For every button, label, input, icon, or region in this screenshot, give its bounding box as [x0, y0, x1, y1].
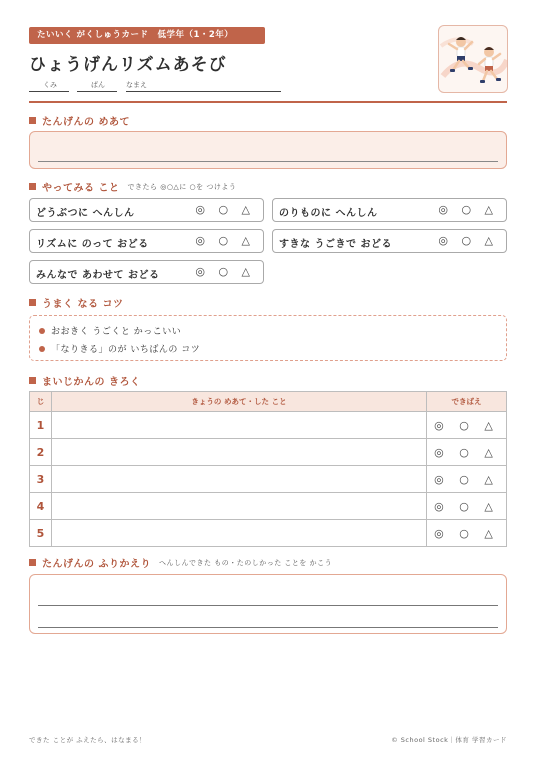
- rating-marks[interactable]: ◎ ○ △: [438, 234, 498, 247]
- class-field[interactable]: [29, 80, 69, 92]
- activity-item: [29, 198, 264, 222]
- reflection-input-box[interactable]: [29, 574, 507, 634]
- rating-marks[interactable]: ◎ ○ △: [195, 203, 255, 216]
- activity-item: [29, 260, 264, 284]
- square-bullet-icon: [29, 117, 36, 124]
- name-field[interactable]: [126, 80, 281, 92]
- class-label: くみ: [43, 81, 57, 89]
- col-header-goal: きょうの めあて・した こと: [52, 392, 427, 412]
- square-bullet-icon: [29, 559, 36, 566]
- reflection-heading-text: たんげんの ふりかえり: [42, 559, 151, 570]
- table-row: [30, 466, 507, 493]
- goal-heading: [29, 113, 130, 128]
- rating-marks[interactable]: ◎ ○ △: [438, 203, 498, 216]
- session-log-table: [29, 391, 507, 547]
- footer-credit: © School Stock｜体育 学習カード: [391, 736, 507, 744]
- session-number: 2: [30, 439, 52, 466]
- goal-cell[interactable]: [52, 412, 427, 439]
- rating-marks[interactable]: ◎ ○ △: [195, 234, 255, 247]
- table-row: [30, 493, 507, 520]
- tips-heading: [29, 295, 123, 310]
- dot-bullet-icon: [39, 346, 45, 352]
- log-heading: [29, 373, 140, 388]
- session-number: 4: [30, 493, 52, 520]
- goal-heading-text: たんげんの めあて: [42, 117, 130, 128]
- reflection-write-line: [38, 627, 498, 628]
- reflection-note: へんしんできた もの・たのしかった ことを かこう: [158, 558, 333, 567]
- rating-marks[interactable]: ◎ ○ △: [427, 466, 507, 493]
- rating-marks[interactable]: ◎ ○ △: [427, 520, 507, 547]
- table-row: [30, 412, 507, 439]
- log-heading-text: まいじかんの きろく: [42, 377, 141, 388]
- grade-badge: たいいく がくしゅうカード 低学年（1・2年）: [29, 27, 265, 44]
- activity-label: リズムに のって おどる: [36, 239, 149, 250]
- page-title: ひょうげんリズムあそび: [29, 55, 227, 75]
- square-bullet-icon: [29, 377, 36, 384]
- goal-cell[interactable]: [52, 439, 427, 466]
- activity-item: [29, 229, 264, 253]
- tip-text: おおきく うごくと かっこいい: [51, 327, 182, 337]
- activity-label: のりものに へんしん: [279, 208, 378, 219]
- session-number: 5: [30, 520, 52, 547]
- square-bullet-icon: [29, 183, 36, 190]
- square-bullet-icon: [29, 299, 36, 306]
- reflection-write-line: [38, 605, 498, 606]
- activities-heading-text: やってみる こと: [42, 183, 120, 194]
- tip-item: [39, 324, 181, 337]
- activity-item: [272, 198, 507, 222]
- goal-cell[interactable]: [52, 520, 427, 547]
- footer-message: できた ことが ふえたら、はなまる！: [29, 736, 147, 744]
- activity-item: [272, 229, 507, 253]
- col-header-session: じ: [30, 392, 52, 412]
- rating-marks[interactable]: ◎ ○ △: [427, 439, 507, 466]
- header-divider: [29, 101, 507, 103]
- session-number: 1: [30, 412, 52, 439]
- name-label: なまえ: [126, 81, 147, 89]
- activities-note: できたら ◎○△に ○を つけよう: [127, 182, 237, 191]
- dot-bullet-icon: [39, 328, 45, 334]
- tip-text: 「なりきる」のが いちばんの コツ: [51, 345, 201, 355]
- reflection-heading: [29, 555, 332, 570]
- table-row: [30, 520, 507, 547]
- activity-label: どうぶつに へんしん: [36, 208, 135, 219]
- col-header-rating: できばえ: [427, 392, 507, 412]
- activity-label: みんなで あわせて おどる: [36, 270, 160, 281]
- activity-label: すきな うごきで おどる: [279, 239, 392, 250]
- goal-cell[interactable]: [52, 493, 427, 520]
- rating-marks[interactable]: ◎ ○ △: [195, 265, 255, 278]
- number-label: ばん: [91, 81, 105, 89]
- table-row: [30, 439, 507, 466]
- rating-marks[interactable]: ◎ ○ △: [427, 412, 507, 439]
- goal-cell[interactable]: [52, 466, 427, 493]
- goal-write-line: [38, 161, 498, 162]
- number-field[interactable]: [77, 80, 117, 92]
- dancing-children-icon: [439, 26, 508, 93]
- dancing-children-illustration: [438, 25, 508, 93]
- goal-input-box[interactable]: [29, 131, 507, 169]
- activities-heading: [29, 179, 236, 194]
- tip-item: [39, 342, 200, 355]
- rating-marks[interactable]: ◎ ○ △: [427, 493, 507, 520]
- session-number: 3: [30, 466, 52, 493]
- tips-box: [29, 315, 507, 361]
- table-header-row: [30, 392, 507, 412]
- tips-heading-text: うまく なる コツ: [42, 299, 124, 310]
